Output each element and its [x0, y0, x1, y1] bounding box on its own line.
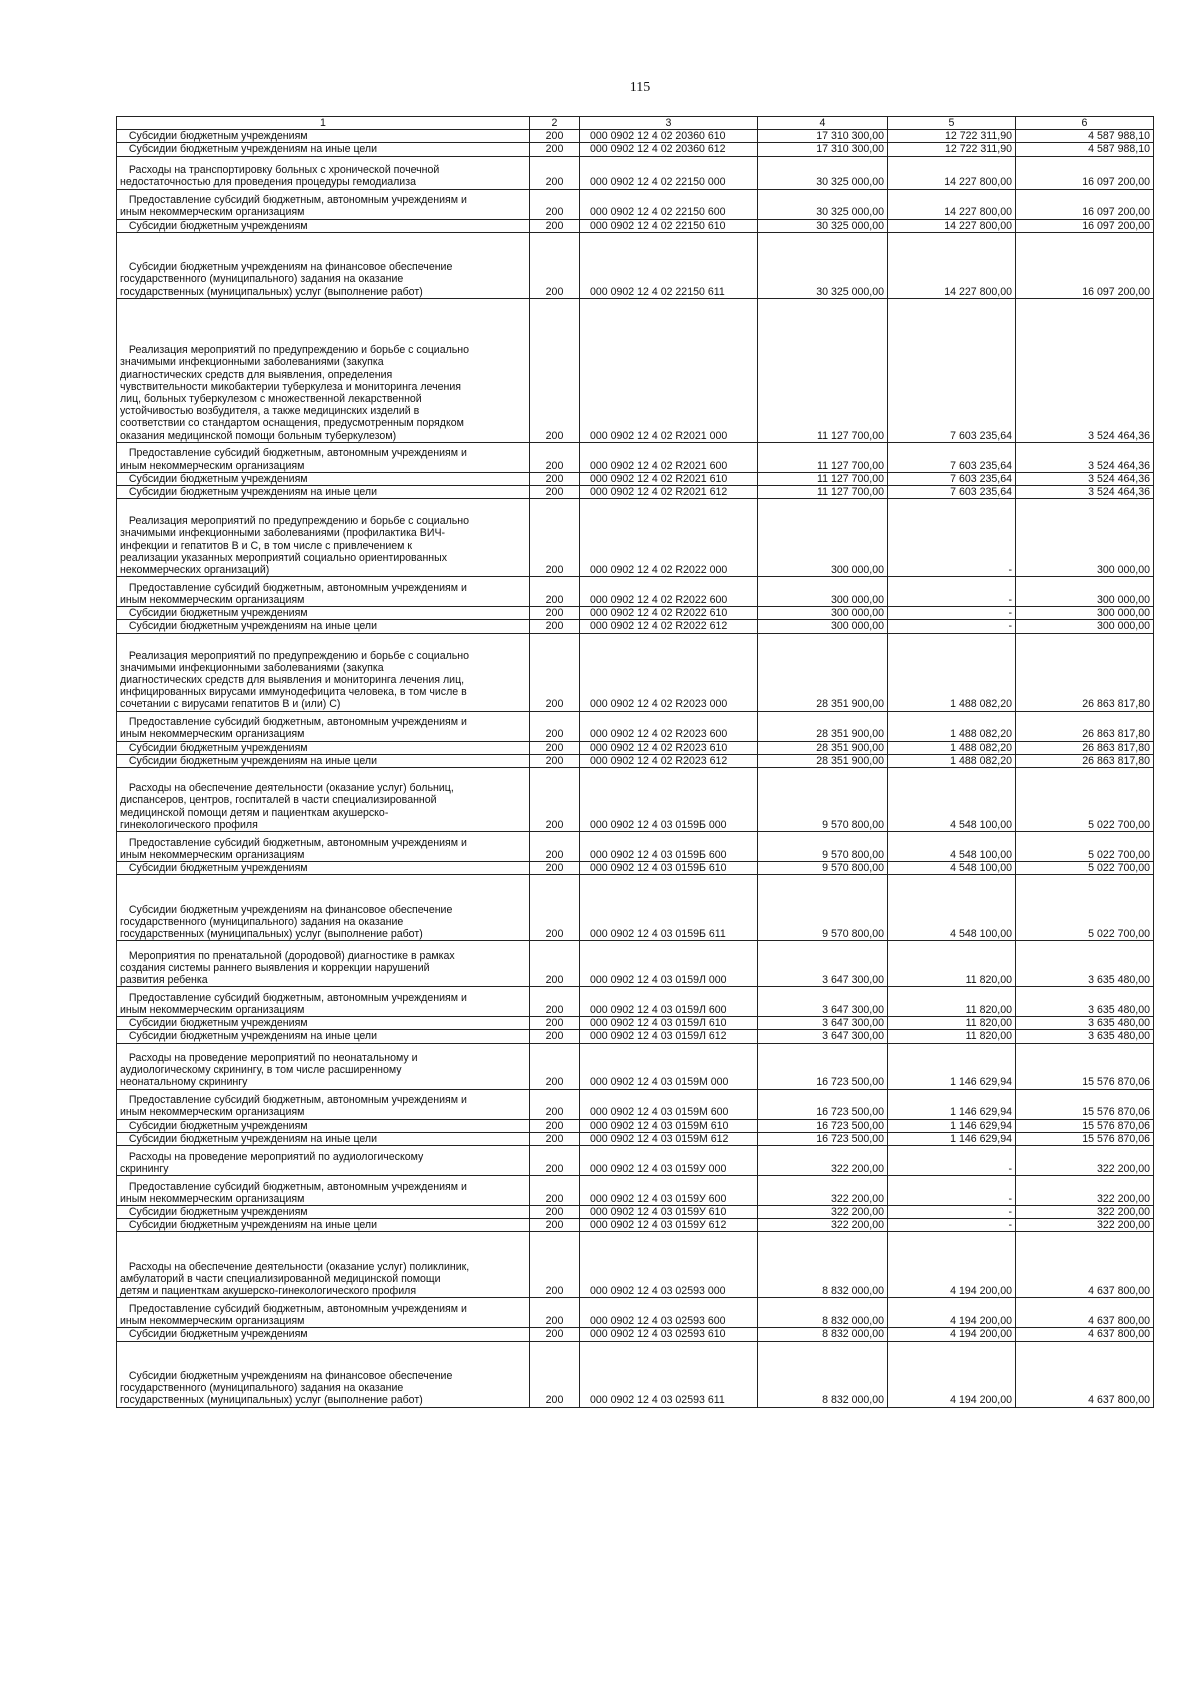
- row-name: Субсидии бюджетным учреждениям на иные цели: [117, 1219, 530, 1232]
- row-amount-remaining: 4 637 800,00: [1016, 1232, 1154, 1298]
- row-name: Реализация мероприятий по предупреждению и борьбе с социально значимыми инфекционными заболеваниями (закупка диагностических средств для выявления, определения чувствительности микобактерии туберкулеза и мониторинга лечения лиц, больных туберкулезом с множественной лекарственной устойчивостью возбудителя, а также медицинских изделий в соответствии со стандартом оснащения, предусмотренным порядком оказания медицинской помощи больным туберкулезом): [117, 298, 530, 442]
- row-budget-code: 000 0902 12 4 02 20360 612: [580, 143, 758, 156]
- header-row: [117, 117, 1154, 130]
- row-group-code: 200: [530, 143, 580, 156]
- row-amount-approved: 30 325 000,00: [758, 156, 888, 189]
- column-header-2: 2: [530, 117, 580, 130]
- row-group-code: 200: [530, 832, 580, 862]
- row-group-code: 200: [530, 156, 580, 189]
- row-group-code: 200: [530, 1328, 580, 1341]
- table-row: [117, 156, 1154, 189]
- row-amount-executed: 4 194 200,00: [888, 1232, 1016, 1298]
- row-amount-approved: 300 000,00: [758, 607, 888, 620]
- row-budget-code: 000 0902 12 4 03 02593 600: [580, 1298, 758, 1328]
- row-name: Субсидии бюджетным учреждениям: [117, 130, 530, 143]
- row-amount-executed: -: [888, 607, 1016, 620]
- row-budget-code: 000 0902 12 4 03 0159Б 000: [580, 768, 758, 832]
- row-amount-executed: -: [888, 1206, 1016, 1219]
- column-header-4: 4: [758, 117, 888, 130]
- row-amount-remaining: 26 863 817,80: [1016, 741, 1154, 754]
- row-amount-remaining: 3 635 480,00: [1016, 941, 1154, 987]
- row-group-code: 200: [530, 298, 580, 442]
- row-group-code: 200: [530, 1341, 580, 1407]
- row-name: Субсидии бюджетным учреждениям: [117, 1206, 530, 1219]
- table-row: [117, 620, 1154, 633]
- row-name: Субсидии бюджетным учреждениям: [117, 1119, 530, 1132]
- row-group-code: 200: [530, 862, 580, 875]
- row-amount-executed: 7 603 235,64: [888, 442, 1016, 472]
- row-name: Субсидии бюджетным учреждениям на иные цели: [117, 1030, 530, 1043]
- row-group-code: 200: [530, 768, 580, 832]
- row-amount-remaining: 4 587 988,10: [1016, 143, 1154, 156]
- row-amount-remaining: 15 576 870,06: [1016, 1089, 1154, 1119]
- row-name: Субсидии бюджетным учреждениям: [117, 1328, 530, 1341]
- row-amount-approved: 322 200,00: [758, 1219, 888, 1232]
- row-amount-remaining: 300 000,00: [1016, 620, 1154, 633]
- row-name: Субсидии бюджетным учреждениям на иные цели: [117, 620, 530, 633]
- row-amount-approved: 28 351 900,00: [758, 741, 888, 754]
- row-amount-remaining: 5 022 700,00: [1016, 875, 1154, 941]
- row-name: Предоставление субсидий бюджетным, автономным учреждениям и иным некоммерческим организациям: [117, 1176, 530, 1206]
- row-amount-executed: -: [888, 620, 1016, 633]
- row-amount-executed: 11 820,00: [888, 987, 1016, 1017]
- row-amount-approved: 3 647 300,00: [758, 987, 888, 1017]
- row-budget-code: 000 0902 12 4 02 20360 610: [580, 130, 758, 143]
- row-amount-remaining: 26 863 817,80: [1016, 754, 1154, 767]
- row-group-code: 200: [530, 711, 580, 741]
- row-name: Предоставление субсидий бюджетным, автономным учреждениям и иным некоммерческим организациям: [117, 987, 530, 1017]
- row-amount-executed: 7 603 235,64: [888, 472, 1016, 485]
- row-amount-executed: -: [888, 499, 1016, 577]
- table-row: [117, 143, 1154, 156]
- table-row: [117, 1089, 1154, 1119]
- row-amount-remaining: 16 097 200,00: [1016, 232, 1154, 298]
- table-row: [117, 1043, 1154, 1089]
- row-amount-executed: 4 548 100,00: [888, 862, 1016, 875]
- table-row: [117, 741, 1154, 754]
- row-amount-approved: 28 351 900,00: [758, 711, 888, 741]
- row-budget-code: 000 0902 12 4 03 0159Б 611: [580, 875, 758, 941]
- table-row: [117, 607, 1154, 620]
- row-amount-executed: 1 488 082,20: [888, 633, 1016, 711]
- row-group-code: 200: [530, 442, 580, 472]
- row-name: Расходы на проведение мероприятий по аудиологическому скринингу: [117, 1146, 530, 1176]
- row-budget-code: 000 0902 12 4 02 R2023 000: [580, 633, 758, 711]
- row-budget-code: 000 0902 12 4 02 R2022 000: [580, 499, 758, 577]
- row-group-code: 200: [530, 219, 580, 232]
- row-amount-remaining: 322 200,00: [1016, 1146, 1154, 1176]
- table-row: [117, 130, 1154, 143]
- row-budget-code: 000 0902 12 4 02 22150 600: [580, 189, 758, 219]
- row-amount-approved: 322 200,00: [758, 1176, 888, 1206]
- table-row: [117, 1119, 1154, 1132]
- row-amount-remaining: 322 200,00: [1016, 1219, 1154, 1232]
- row-name: Предоставление субсидий бюджетным, автономным учреждениям и иным некоммерческим организациям: [117, 1298, 530, 1328]
- row-amount-approved: 30 325 000,00: [758, 189, 888, 219]
- row-name: Субсидии бюджетным учреждениям: [117, 607, 530, 620]
- row-amount-executed: 12 722 311,90: [888, 130, 1016, 143]
- row-group-code: 200: [530, 633, 580, 711]
- row-amount-remaining: 16 097 200,00: [1016, 156, 1154, 189]
- table-row: [117, 442, 1154, 472]
- row-group-code: 200: [530, 1232, 580, 1298]
- table-row: [117, 633, 1154, 711]
- row-budget-code: 000 0902 12 4 02 22150 611: [580, 232, 758, 298]
- row-amount-executed: 1 146 629,94: [888, 1119, 1016, 1132]
- row-amount-approved: 17 310 300,00: [758, 143, 888, 156]
- row-amount-approved: 28 351 900,00: [758, 754, 888, 767]
- row-amount-executed: 1 488 082,20: [888, 741, 1016, 754]
- row-amount-approved: 9 570 800,00: [758, 832, 888, 862]
- row-amount-remaining: 322 200,00: [1016, 1206, 1154, 1219]
- row-budget-code: 000 0902 12 4 03 0159М 600: [580, 1089, 758, 1119]
- row-name: Субсидии бюджетным учреждениям на иные цели: [117, 486, 530, 499]
- row-name: Предоставление субсидий бюджетным, автономным учреждениям и иным некоммерческим организациям: [117, 832, 530, 862]
- row-group-code: 200: [530, 1089, 580, 1119]
- row-budget-code: 000 0902 12 4 03 02593 610: [580, 1328, 758, 1341]
- row-name: Субсидии бюджетным учреждениям на финансовое обеспечение государственного (муниципального) задания на оказание государственных (муниципальных) услуг (выполнение работ): [117, 875, 530, 941]
- row-amount-executed: 11 820,00: [888, 1030, 1016, 1043]
- row-amount-executed: -: [888, 1146, 1016, 1176]
- row-amount-approved: 300 000,00: [758, 620, 888, 633]
- budget-table: [116, 116, 1154, 1408]
- row-name: Реализация мероприятий по предупреждению и борьбе с социально значимыми инфекционными заболеваниями (профилактика ВИЧ- инфекции и гепатитов B и C, в том числе с привлечением к реализации указанных мероприятий социально ориентированных некоммерческих организаций): [117, 499, 530, 577]
- row-budget-code: 000 0902 12 4 03 02593 611: [580, 1341, 758, 1407]
- row-amount-remaining: 3 524 464,36: [1016, 442, 1154, 472]
- row-amount-approved: 3 647 300,00: [758, 1030, 888, 1043]
- row-group-code: 200: [530, 1219, 580, 1232]
- row-amount-approved: 8 832 000,00: [758, 1232, 888, 1298]
- row-budget-code: 000 0902 12 4 03 0159Л 610: [580, 1017, 758, 1030]
- row-amount-executed: 4 194 200,00: [888, 1328, 1016, 1341]
- row-group-code: 200: [530, 1030, 580, 1043]
- row-group-code: 200: [530, 1206, 580, 1219]
- row-group-code: 200: [530, 130, 580, 143]
- row-name: Субсидии бюджетным учреждениям: [117, 219, 530, 232]
- table-row: [117, 862, 1154, 875]
- row-amount-approved: 28 351 900,00: [758, 633, 888, 711]
- row-amount-approved: 11 127 700,00: [758, 442, 888, 472]
- row-amount-executed: 1 146 629,94: [888, 1089, 1016, 1119]
- row-name: Субсидии бюджетным учреждениям: [117, 1017, 530, 1030]
- row-amount-approved: 9 570 800,00: [758, 862, 888, 875]
- column-header-6: 6: [1016, 117, 1154, 130]
- table-row: [117, 1017, 1154, 1030]
- row-group-code: 200: [530, 620, 580, 633]
- row-amount-executed: 1 146 629,94: [888, 1043, 1016, 1089]
- page-number: 115: [629, 80, 651, 95]
- row-amount-approved: 30 325 000,00: [758, 219, 888, 232]
- row-name: Предоставление субсидий бюджетным, автономным учреждениям и иным некоммерческим организациям: [117, 442, 530, 472]
- table-row: [117, 768, 1154, 832]
- row-amount-remaining: 16 097 200,00: [1016, 219, 1154, 232]
- row-amount-executed: 1 146 629,94: [888, 1132, 1016, 1145]
- row-amount-remaining: 3 524 464,36: [1016, 472, 1154, 485]
- row-group-code: 200: [530, 499, 580, 577]
- row-name: Предоставление субсидий бюджетным, автономным учреждениям и иным некоммерческим организациям: [117, 577, 530, 607]
- row-name: Субсидии бюджетным учреждениям: [117, 741, 530, 754]
- row-group-code: 200: [530, 1119, 580, 1132]
- row-budget-code: 000 0902 12 4 02 R2022 600: [580, 577, 758, 607]
- row-amount-approved: 322 200,00: [758, 1146, 888, 1176]
- row-group-code: 200: [530, 875, 580, 941]
- row-amount-executed: -: [888, 577, 1016, 607]
- row-amount-approved: 16 723 500,00: [758, 1043, 888, 1089]
- row-group-code: 200: [530, 1132, 580, 1145]
- row-amount-approved: 11 127 700,00: [758, 298, 888, 442]
- row-name: Субсидии бюджетным учреждениям: [117, 862, 530, 875]
- row-group-code: 200: [530, 486, 580, 499]
- row-group-code: 200: [530, 941, 580, 987]
- row-group-code: 200: [530, 1146, 580, 1176]
- row-budget-code: 000 0902 12 4 03 0159У 610: [580, 1206, 758, 1219]
- row-amount-remaining: 4 637 800,00: [1016, 1341, 1154, 1407]
- table-row: [117, 1030, 1154, 1043]
- row-amount-approved: 8 832 000,00: [758, 1298, 888, 1328]
- row-amount-approved: 11 127 700,00: [758, 486, 888, 499]
- row-budget-code: 000 0902 12 4 03 0159М 612: [580, 1132, 758, 1145]
- row-amount-executed: 14 227 800,00: [888, 219, 1016, 232]
- row-name: Расходы на транспортировку больных с хронической почечной недостаточностью для проведения процедуры гемодиализа: [117, 156, 530, 189]
- column-header-1: 1: [117, 117, 530, 130]
- table-row: [117, 941, 1154, 987]
- table-row: [117, 298, 1154, 442]
- row-amount-remaining: 5 022 700,00: [1016, 862, 1154, 875]
- row-budget-code: 000 0902 12 4 02 R2023 612: [580, 754, 758, 767]
- table-row: [117, 219, 1154, 232]
- row-amount-executed: 4 548 100,00: [888, 768, 1016, 832]
- row-group-code: 200: [530, 754, 580, 767]
- row-amount-remaining: 322 200,00: [1016, 1176, 1154, 1206]
- row-amount-approved: 3 647 300,00: [758, 1017, 888, 1030]
- row-group-code: 200: [530, 1176, 580, 1206]
- row-budget-code: 000 0902 12 4 03 0159Б 610: [580, 862, 758, 875]
- table-row: [117, 1232, 1154, 1298]
- table-row: [117, 1132, 1154, 1145]
- row-amount-approved: 9 570 800,00: [758, 768, 888, 832]
- row-amount-approved: 300 000,00: [758, 577, 888, 607]
- row-group-code: 200: [530, 987, 580, 1017]
- row-budget-code: 000 0902 12 4 02 R2022 610: [580, 607, 758, 620]
- row-amount-remaining: 5 022 700,00: [1016, 832, 1154, 862]
- row-budget-code: 000 0902 12 4 02 R2021 600: [580, 442, 758, 472]
- row-amount-remaining: 4 637 800,00: [1016, 1298, 1154, 1328]
- table-row: [117, 1341, 1154, 1407]
- row-budget-code: 000 0902 12 4 03 0159У 000: [580, 1146, 758, 1176]
- row-group-code: 200: [530, 607, 580, 620]
- row-amount-approved: 3 647 300,00: [758, 941, 888, 987]
- row-name: Предоставление субсидий бюджетным, автономным учреждениям и иным некоммерческим организациям: [117, 711, 530, 741]
- row-budget-code: 000 0902 12 4 02 R2021 000: [580, 298, 758, 442]
- row-amount-executed: 14 227 800,00: [888, 189, 1016, 219]
- row-budget-code: 000 0902 12 4 02 R2021 610: [580, 472, 758, 485]
- row-amount-remaining: 15 576 870,06: [1016, 1119, 1154, 1132]
- table-row: [117, 1328, 1154, 1341]
- row-budget-code: 000 0902 12 4 03 02593 000: [580, 1232, 758, 1298]
- row-budget-code: 000 0902 12 4 03 0159М 610: [580, 1119, 758, 1132]
- row-budget-code: 000 0902 12 4 02 R2022 612: [580, 620, 758, 633]
- row-amount-executed: -: [888, 1176, 1016, 1206]
- row-amount-remaining: 3 524 464,36: [1016, 298, 1154, 442]
- row-amount-remaining: 3 635 480,00: [1016, 1017, 1154, 1030]
- row-amount-approved: 11 127 700,00: [758, 472, 888, 485]
- column-header-5: 5: [888, 117, 1016, 130]
- row-budget-code: 000 0902 12 4 02 22150 000: [580, 156, 758, 189]
- row-amount-executed: 14 227 800,00: [888, 156, 1016, 189]
- row-amount-approved: 8 832 000,00: [758, 1328, 888, 1341]
- table-row: [117, 711, 1154, 741]
- row-amount-executed: 7 603 235,64: [888, 486, 1016, 499]
- row-name: Субсидии бюджетным учреждениям на иные цели: [117, 754, 530, 767]
- row-amount-approved: 300 000,00: [758, 499, 888, 577]
- row-amount-approved: 16 723 500,00: [758, 1132, 888, 1145]
- row-name: Расходы на проведение мероприятий по неонатальному и аудиологическому скринингу, в том числе расширенному неонатальному скринингу: [117, 1043, 530, 1089]
- row-budget-code: 000 0902 12 4 02 R2023 610: [580, 741, 758, 754]
- row-amount-approved: 30 325 000,00: [758, 232, 888, 298]
- row-amount-remaining: 15 576 870,06: [1016, 1132, 1154, 1145]
- table-row: [117, 189, 1154, 219]
- row-budget-code: 000 0902 12 4 03 0159Л 000: [580, 941, 758, 987]
- row-amount-remaining: 300 000,00: [1016, 499, 1154, 577]
- row-budget-code: 000 0902 12 4 03 0159Л 600: [580, 987, 758, 1017]
- row-amount-remaining: 3 524 464,36: [1016, 486, 1154, 499]
- row-amount-executed: 12 722 311,90: [888, 143, 1016, 156]
- table-row: [117, 1206, 1154, 1219]
- table-row: [117, 987, 1154, 1017]
- row-amount-remaining: 16 097 200,00: [1016, 189, 1154, 219]
- row-name: Субсидии бюджетным учреждениям на иные цели: [117, 1132, 530, 1145]
- table-row: [117, 232, 1154, 298]
- row-amount-remaining: 300 000,00: [1016, 577, 1154, 607]
- row-name: Субсидии бюджетным учреждениям: [117, 472, 530, 485]
- row-amount-remaining: 4 637 800,00: [1016, 1328, 1154, 1341]
- row-name: Мероприятия по пренатальной (дородовой) диагностике в рамках создания системы раннего выявления и коррекции нарушений развития ребенка: [117, 941, 530, 987]
- row-group-code: 200: [530, 472, 580, 485]
- row-name: Субсидии бюджетным учреждениям на финансовое обеспечение государственного (муниципального) задания на оказание государственных (муниципальных) услуг (выполнение работ): [117, 1341, 530, 1407]
- row-amount-executed: 1 488 082,20: [888, 711, 1016, 741]
- table-row: [117, 1146, 1154, 1176]
- row-amount-approved: 17 310 300,00: [758, 130, 888, 143]
- row-name: Расходы на обеспечение деятельности (оказание услуг) поликлиник, амбулаторий в части специализированной медицинской помощи детям и пациенткам акушерско-гинекологического профиля: [117, 1232, 530, 1298]
- row-group-code: 200: [530, 189, 580, 219]
- table-header: [117, 117, 1154, 130]
- row-amount-executed: 4 548 100,00: [888, 832, 1016, 862]
- row-group-code: 200: [530, 741, 580, 754]
- row-budget-code: 000 0902 12 4 02 22150 610: [580, 219, 758, 232]
- row-budget-code: 000 0902 12 4 02 R2021 612: [580, 486, 758, 499]
- row-name: Реализация мероприятий по предупреждению и борьбе с социально значимыми инфекционными заболеваниями (закупка диагностических средств для выявления и мониторинга лечения лиц, инфицированных вирусами иммунодефицита человека, в том числе в сочетании с вирусами гепатитов B и (или) C): [117, 633, 530, 711]
- row-name: Предоставление субсидий бюджетным, автономным учреждениям и иным некоммерческим организациям: [117, 189, 530, 219]
- row-name: Расходы на обеспечение деятельности (оказание услуг) больниц, диспансеров, центров, госпиталей в части специализированной медицинской помощи детям и пациенткам акушерско- гинекологического профиля: [117, 768, 530, 832]
- row-budget-code: 000 0902 12 4 03 0159У 600: [580, 1176, 758, 1206]
- row-amount-executed: 11 820,00: [888, 941, 1016, 987]
- row-name: Субсидии бюджетным учреждениям на иные цели: [117, 143, 530, 156]
- row-amount-remaining: 5 022 700,00: [1016, 768, 1154, 832]
- row-amount-remaining: 300 000,00: [1016, 607, 1154, 620]
- row-amount-executed: 11 820,00: [888, 1017, 1016, 1030]
- row-budget-code: 000 0902 12 4 03 0159Л 612: [580, 1030, 758, 1043]
- row-amount-executed: 4 548 100,00: [888, 875, 1016, 941]
- row-group-code: 200: [530, 1298, 580, 1328]
- row-group-code: 200: [530, 1017, 580, 1030]
- table-row: [117, 1176, 1154, 1206]
- row-amount-executed: -: [888, 1219, 1016, 1232]
- table-row: [117, 832, 1154, 862]
- row-budget-code: 000 0902 12 4 03 0159У 612: [580, 1219, 758, 1232]
- table-row: [117, 486, 1154, 499]
- row-group-code: 200: [530, 577, 580, 607]
- row-amount-remaining: 15 576 870,06: [1016, 1043, 1154, 1089]
- row-amount-remaining: 3 635 480,00: [1016, 987, 1154, 1017]
- row-amount-executed: 4 194 200,00: [888, 1298, 1016, 1328]
- row-amount-remaining: 26 863 817,80: [1016, 711, 1154, 741]
- column-header-3: 3: [580, 117, 758, 130]
- row-amount-remaining: 3 635 480,00: [1016, 1030, 1154, 1043]
- table-row: [117, 875, 1154, 941]
- table-body: [117, 130, 1154, 1407]
- row-budget-code: 000 0902 12 4 02 R2023 600: [580, 711, 758, 741]
- row-amount-approved: 322 200,00: [758, 1206, 888, 1219]
- row-group-code: 200: [530, 1043, 580, 1089]
- row-amount-approved: 16 723 500,00: [758, 1089, 888, 1119]
- row-amount-executed: 14 227 800,00: [888, 232, 1016, 298]
- table-row: [117, 472, 1154, 485]
- row-amount-remaining: 26 863 817,80: [1016, 633, 1154, 711]
- row-amount-executed: 7 603 235,64: [888, 298, 1016, 442]
- row-amount-approved: 9 570 800,00: [758, 875, 888, 941]
- row-amount-remaining: 4 587 988,10: [1016, 130, 1154, 143]
- row-amount-approved: 8 832 000,00: [758, 1341, 888, 1407]
- row-amount-approved: 16 723 500,00: [758, 1119, 888, 1132]
- table-row: [117, 499, 1154, 577]
- row-name: Предоставление субсидий бюджетным, автономным учреждениям и иным некоммерческим организациям: [117, 1089, 530, 1119]
- table-row: [117, 577, 1154, 607]
- row-group-code: 200: [530, 232, 580, 298]
- table-row: [117, 754, 1154, 767]
- table-row: [117, 1298, 1154, 1328]
- row-amount-executed: 4 194 200,00: [888, 1341, 1016, 1407]
- row-amount-executed: 1 488 082,20: [888, 754, 1016, 767]
- row-name: Субсидии бюджетным учреждениям на финансовое обеспечение государственного (муниципального) задания на оказание государственных (муниципальных) услуг (выполнение работ): [117, 232, 530, 298]
- table-row: [117, 1219, 1154, 1232]
- row-budget-code: 000 0902 12 4 03 0159М 000: [580, 1043, 758, 1089]
- row-budget-code: 000 0902 12 4 03 0159Б 600: [580, 832, 758, 862]
